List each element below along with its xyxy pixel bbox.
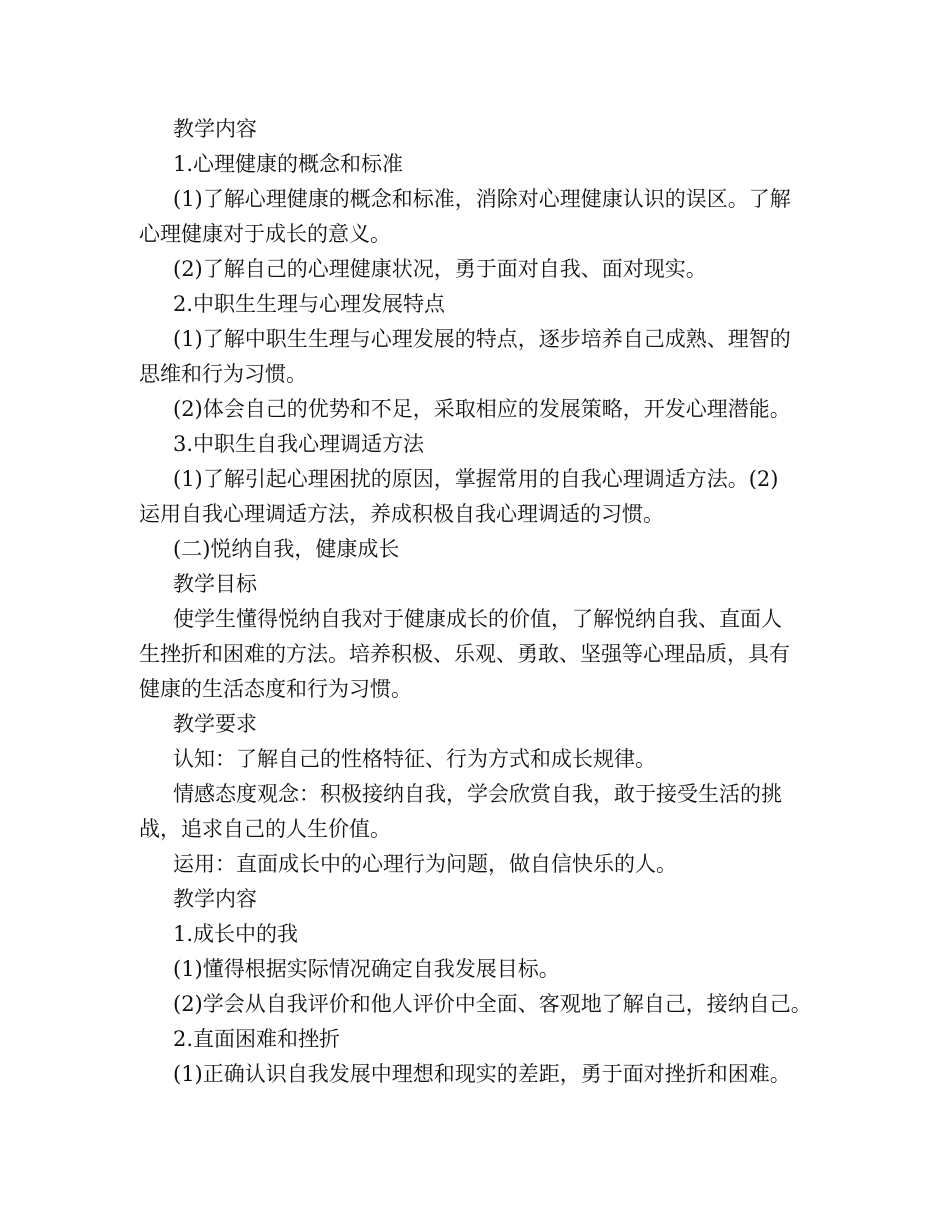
subsection-heading: 2.中职生生理与心理发展特点 xyxy=(173,292,446,316)
paragraph-line: (2)学会从自我评价和他人评价中全面、客观地了解自己，接纳自己。 xyxy=(173,992,812,1016)
paragraph-line: 情感态度观念：积极接纳自我，学会欣赏自我，敢于接受生活的挑 xyxy=(173,782,782,806)
subsection-heading: 1.心理健康的概念和标准 xyxy=(173,152,404,176)
section-heading: 教学内容 xyxy=(173,887,257,911)
subsection-heading: 1.成长中的我 xyxy=(173,922,299,946)
section-heading: 教学要求 xyxy=(173,712,257,736)
section-heading: (二)悦纳自我，健康成长 xyxy=(173,537,400,561)
paragraph-line: 战，追求自己的人生价值。 xyxy=(139,817,391,841)
paragraph-line: (1)了解引起心理困扰的原因，掌握常用的自我心理调适方法。(2) xyxy=(173,467,779,491)
paragraph-line: 认知：了解自己的性格特征、行为方式和成长规律。 xyxy=(173,747,656,771)
paragraph-line: (2)了解自己的心理健康状况，勇于面对自我、面对现实。 xyxy=(173,257,707,281)
paragraph-line: (1)正确认识自我发展中理想和现实的差距，勇于面对挫折和困难。 xyxy=(173,1062,791,1086)
document-body xyxy=(139,112,814,1092)
subsection-heading: 2.直面困难和挫折 xyxy=(173,1027,341,1051)
subsection-heading: 3.中职生自我心理调适方法 xyxy=(173,432,425,456)
section-heading: 教学内容 xyxy=(173,117,257,141)
section-heading: 教学目标 xyxy=(173,572,257,596)
paragraph-line: (2)体会自己的优势和不足，采取相应的发展策略，开发心理潜能。 xyxy=(173,397,791,421)
paragraph-line: 心理健康对于成长的意义。 xyxy=(139,222,391,246)
paragraph-line: 运用：直面成长中的心理行为问题，做自信快乐的人。 xyxy=(173,852,677,876)
paragraph-line: 运用自我心理调适方法，养成积极自我心理调适的习惯。 xyxy=(139,502,664,526)
paragraph-line: 思维和行为习惯。 xyxy=(139,362,307,386)
paragraph-line: (1)了解心理健康的概念和标准，消除对心理健康认识的误区。了解 xyxy=(173,187,791,211)
paragraph-line: 生挫折和困难的方法。培养积极、乐观、勇敢、坚强等心理品质，具有 xyxy=(139,642,790,666)
paragraph-line: 使学生懂得悦纳自我对于健康成长的价值，了解悦纳自我、直面人 xyxy=(173,607,782,631)
paragraph-line: (1)懂得根据实际情况确定自我发展目标。 xyxy=(173,957,560,981)
paragraph-line: 健康的生活态度和行为习惯。 xyxy=(139,677,412,701)
paragraph-line: (1)了解中职生生理与心理发展的特点，逐步培养自己成熟、理智的 xyxy=(173,327,791,351)
